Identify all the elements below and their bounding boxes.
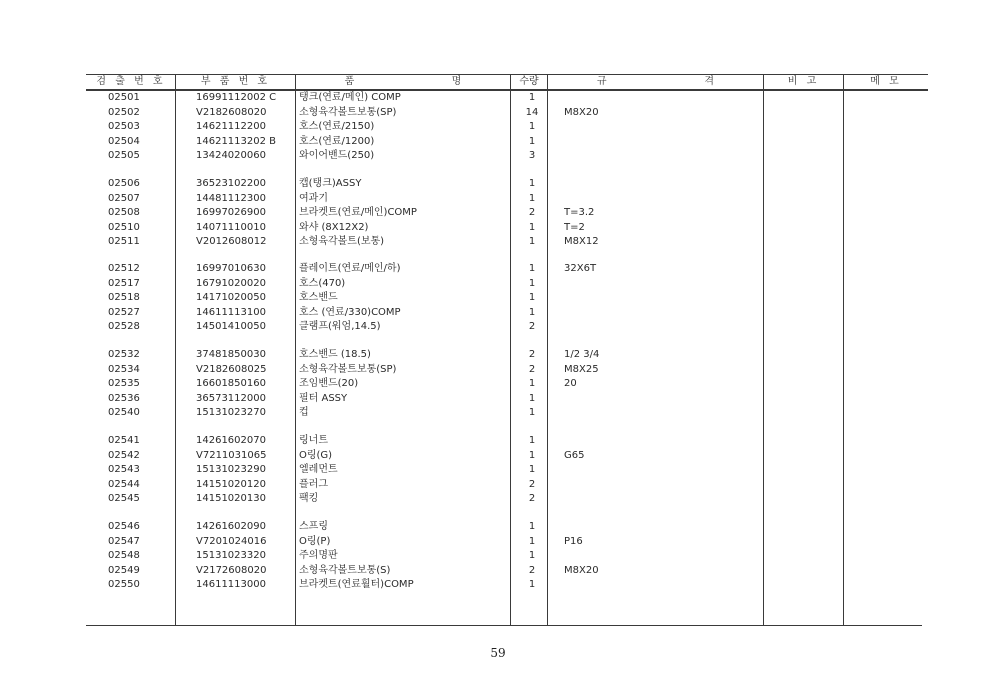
table-row xyxy=(0,291,1007,306)
detect-no-cell: 02547 xyxy=(108,535,140,547)
detect-no-cell: 02518 xyxy=(108,292,140,303)
table-row xyxy=(0,91,1007,106)
spec-cell: 20 xyxy=(564,378,577,389)
part-no-cell: V7201024016 xyxy=(196,535,267,547)
part-name-cell: 조임밴드(20) xyxy=(299,378,359,389)
header-part-no: 부 품 번 호 xyxy=(200,76,271,87)
spec-cell: 1/2 3/4 xyxy=(564,349,600,360)
part-no-cell: 15131023270 xyxy=(196,407,266,418)
part-name-cell: 호스(연료/2150) xyxy=(299,121,375,132)
table-row xyxy=(0,578,1007,593)
page-number: 59 xyxy=(490,646,506,660)
qty-cell: 1 xyxy=(528,535,536,547)
part-name-cell: 소형육각볼트보통(SP) xyxy=(299,363,397,375)
table-row xyxy=(0,320,1007,335)
qty-cell: 1 xyxy=(528,392,536,404)
part-no-cell: 16997026900 xyxy=(196,207,266,218)
part-no-cell: 16991112002 C xyxy=(196,92,277,103)
detect-no-cell: 02510 xyxy=(108,221,140,233)
detect-no-cell: 02528 xyxy=(108,321,140,332)
part-name-cell: 호스밴드 (18.5) xyxy=(299,349,371,360)
table-row xyxy=(0,192,1007,207)
part-no-cell: 16791020020 xyxy=(196,277,266,289)
part-no-cell: 14151020130 xyxy=(196,493,266,504)
qty-cell: 1 xyxy=(528,550,536,561)
part-no-cell: 37481850030 xyxy=(196,349,266,360)
header-spec-b: 격 xyxy=(704,76,715,87)
part-no-cell: V2012608012 xyxy=(196,236,267,247)
spec-cell: M8X20 xyxy=(564,106,599,118)
part-no-cell: 13424020060 xyxy=(196,150,266,161)
part-no-cell: 14501410050 xyxy=(196,321,266,332)
detect-no-cell: 02506 xyxy=(108,178,140,189)
qty-cell: 2 xyxy=(528,363,536,375)
part-no-cell: 15131023290 xyxy=(196,464,266,475)
part-name-cell: 브라켓트(연료/메인)COMP xyxy=(299,207,417,218)
part-name-cell: O링(G) xyxy=(299,449,333,461)
part-name-cell: O링(P) xyxy=(299,535,331,547)
table-row xyxy=(0,449,1007,464)
part-name-cell: 와샤 (8X12X2) xyxy=(299,221,369,233)
spec-cell: T=3.2 xyxy=(564,207,595,218)
table-row xyxy=(0,478,1007,493)
qty-cell: 1 xyxy=(528,521,536,532)
part-name-cell: 호스(연료/1200) xyxy=(299,135,375,147)
detect-no-cell: 02532 xyxy=(108,349,140,360)
header-qty: 수량 xyxy=(519,76,539,87)
qty-cell: 14 xyxy=(525,106,539,118)
spec-cell: M8X20 xyxy=(564,564,599,576)
spec-cell: G65 xyxy=(564,449,585,461)
part-no-cell: 14261602070 xyxy=(196,435,266,446)
qty-cell: 2 xyxy=(528,321,536,332)
part-name-cell: 팩킹 xyxy=(299,493,319,504)
table-row xyxy=(0,221,1007,236)
detect-no-cell: 02517 xyxy=(108,277,140,289)
detect-no-cell: 02527 xyxy=(108,306,140,318)
table-row xyxy=(0,120,1007,135)
table-row xyxy=(0,406,1007,421)
part-name-cell: 와이어밴드(250) xyxy=(299,150,375,161)
spec-cell: M8X25 xyxy=(564,363,599,375)
part-no-cell: 14071110010 xyxy=(196,221,266,233)
part-no-cell: 14621113202 B xyxy=(196,135,277,147)
detect-no-cell: 02504 xyxy=(108,135,140,147)
detect-no-cell: 02550 xyxy=(108,579,140,590)
part-name-cell: 주의명판 xyxy=(299,550,338,561)
part-no-cell: 14611113000 xyxy=(196,579,266,590)
spec-cell: T=2 xyxy=(564,221,585,233)
part-no-cell: 36573112000 xyxy=(196,392,266,404)
table-row xyxy=(0,177,1007,192)
part-name-cell: 호스밴드 xyxy=(299,292,338,303)
table-row xyxy=(0,463,1007,478)
part-no-cell: 16997010630 xyxy=(196,263,266,274)
part-no-cell: V7211031065 xyxy=(196,449,267,461)
qty-cell: 1 xyxy=(528,292,536,303)
table-row xyxy=(0,520,1007,535)
detect-no-cell: 02503 xyxy=(108,121,140,132)
detect-no-cell: 02545 xyxy=(108,493,140,504)
spec-cell: P16 xyxy=(564,535,583,547)
detect-no-cell: 02543 xyxy=(108,464,140,475)
detect-no-cell: 02536 xyxy=(108,392,140,404)
spec-cell: M8X12 xyxy=(564,236,599,247)
qty-cell: 1 xyxy=(528,435,536,446)
table-row xyxy=(0,106,1007,121)
detect-no-cell: 02505 xyxy=(108,150,140,161)
part-no-cell: 14171020050 xyxy=(196,292,266,303)
part-name-cell: 링너트 xyxy=(299,435,328,446)
qty-cell: 1 xyxy=(528,263,536,274)
table-row xyxy=(0,535,1007,550)
qty-cell: 1 xyxy=(528,277,536,289)
part-name-cell: 클램프(워엄,14.5) xyxy=(299,321,381,332)
qty-cell: 1 xyxy=(528,178,536,189)
detect-no-cell: 02548 xyxy=(108,550,140,561)
table-row xyxy=(0,206,1007,221)
table-row xyxy=(0,277,1007,292)
detect-no-cell: 02508 xyxy=(108,207,140,218)
qty-cell: 2 xyxy=(528,207,536,218)
qty-cell: 2 xyxy=(528,349,536,360)
part-name-cell: 여과기 xyxy=(299,192,328,204)
part-no-cell: 16601850160 xyxy=(196,378,266,389)
part-name-cell: 엘레먼트 xyxy=(299,464,338,475)
detect-no-cell: 02544 xyxy=(108,478,140,490)
part-no-cell: V2182608025 xyxy=(196,363,267,375)
part-no-cell: 14481112300 xyxy=(196,192,266,204)
detect-no-cell: 02534 xyxy=(108,363,140,375)
qty-cell: 2 xyxy=(528,493,536,504)
detect-no-cell: 02502 xyxy=(108,106,140,118)
part-no-cell: V2172608020 xyxy=(196,564,267,576)
part-name-cell: 플레이트(연료/메인/하) xyxy=(299,263,401,274)
qty-cell: 2 xyxy=(528,478,536,490)
detect-no-cell: 02546 xyxy=(108,521,140,532)
part-no-cell: 14611113100 xyxy=(196,306,266,318)
table-row xyxy=(0,392,1007,407)
part-no-cell: 36523102200 xyxy=(196,178,266,189)
qty-cell: 1 xyxy=(528,407,536,418)
part-no-cell: 14261602090 xyxy=(196,521,266,532)
qty-cell: 1 xyxy=(528,449,536,461)
qty-cell: 1 xyxy=(528,192,536,204)
part-no-cell: V2182608020 xyxy=(196,106,267,118)
spec-cell: 32X6T xyxy=(564,263,597,274)
part-name-cell: 탱크(연료/메인) COMP xyxy=(299,92,401,103)
qty-cell: 3 xyxy=(528,150,536,161)
header-spec-a: 규 xyxy=(596,76,607,87)
table-row xyxy=(0,149,1007,164)
detect-no-cell: 02549 xyxy=(108,564,140,576)
qty-cell: 1 xyxy=(528,378,536,389)
detect-no-cell: 02507 xyxy=(108,192,140,204)
qty-cell: 1 xyxy=(528,306,536,318)
part-name-cell: 호스(470) xyxy=(299,277,346,289)
table-row xyxy=(0,306,1007,321)
table-row xyxy=(0,377,1007,392)
table-row xyxy=(0,348,1007,363)
header-part-name-b: 명 xyxy=(451,76,462,87)
table-row xyxy=(0,492,1007,507)
detect-no-cell: 02540 xyxy=(108,407,140,418)
part-name-cell: 스프링 xyxy=(299,521,328,532)
part-name-cell: 소형육각볼트보통(SP) xyxy=(299,106,397,118)
table-row xyxy=(0,363,1007,378)
qty-cell: 1 xyxy=(528,464,536,475)
detect-no-cell: 02535 xyxy=(108,378,140,389)
part-name-cell: 브라켓트(연료휠터)COMP xyxy=(299,579,414,590)
detect-no-cell: 02501 xyxy=(108,92,140,103)
part-name-cell: 필터 ASSY xyxy=(299,392,348,404)
table-row xyxy=(0,235,1007,250)
qty-cell: 1 xyxy=(528,121,536,132)
header-part-name-a: 품 xyxy=(344,76,355,87)
table-row xyxy=(0,135,1007,150)
part-name-cell: 컵 xyxy=(299,407,309,418)
part-name-cell: 캡(탱크)ASSY xyxy=(299,178,362,189)
table-row xyxy=(0,434,1007,449)
qty-cell: 1 xyxy=(528,92,536,103)
qty-cell: 2 xyxy=(528,564,536,576)
qty-cell: 1 xyxy=(528,221,536,233)
detect-no-cell: 02512 xyxy=(108,263,140,274)
part-name-cell: 소형육각볼트보통(S) xyxy=(299,564,391,576)
header-remark: 비 고 xyxy=(787,76,820,87)
qty-cell: 1 xyxy=(528,135,536,147)
qty-cell: 1 xyxy=(528,579,536,590)
detect-no-cell: 02511 xyxy=(108,236,140,247)
qty-cell: 1 xyxy=(528,236,536,247)
part-name-cell: 소형육각볼트(보통) xyxy=(299,236,385,247)
part-no-cell: 14621112200 xyxy=(196,121,266,132)
part-no-cell: 15131023320 xyxy=(196,550,266,561)
header-detect-no: 검 출 번 호 xyxy=(96,76,166,87)
table-row xyxy=(0,549,1007,564)
part-name-cell: 호스 (연료/330)COMP xyxy=(299,306,401,318)
header-memo: 메 모 xyxy=(870,76,902,87)
detect-no-cell: 02541 xyxy=(108,435,140,446)
part-no-cell: 14151020120 xyxy=(196,478,266,490)
table-row xyxy=(0,262,1007,277)
detect-no-cell: 02542 xyxy=(108,449,140,461)
part-name-cell: 플러그 xyxy=(299,478,328,490)
table-row xyxy=(0,564,1007,579)
